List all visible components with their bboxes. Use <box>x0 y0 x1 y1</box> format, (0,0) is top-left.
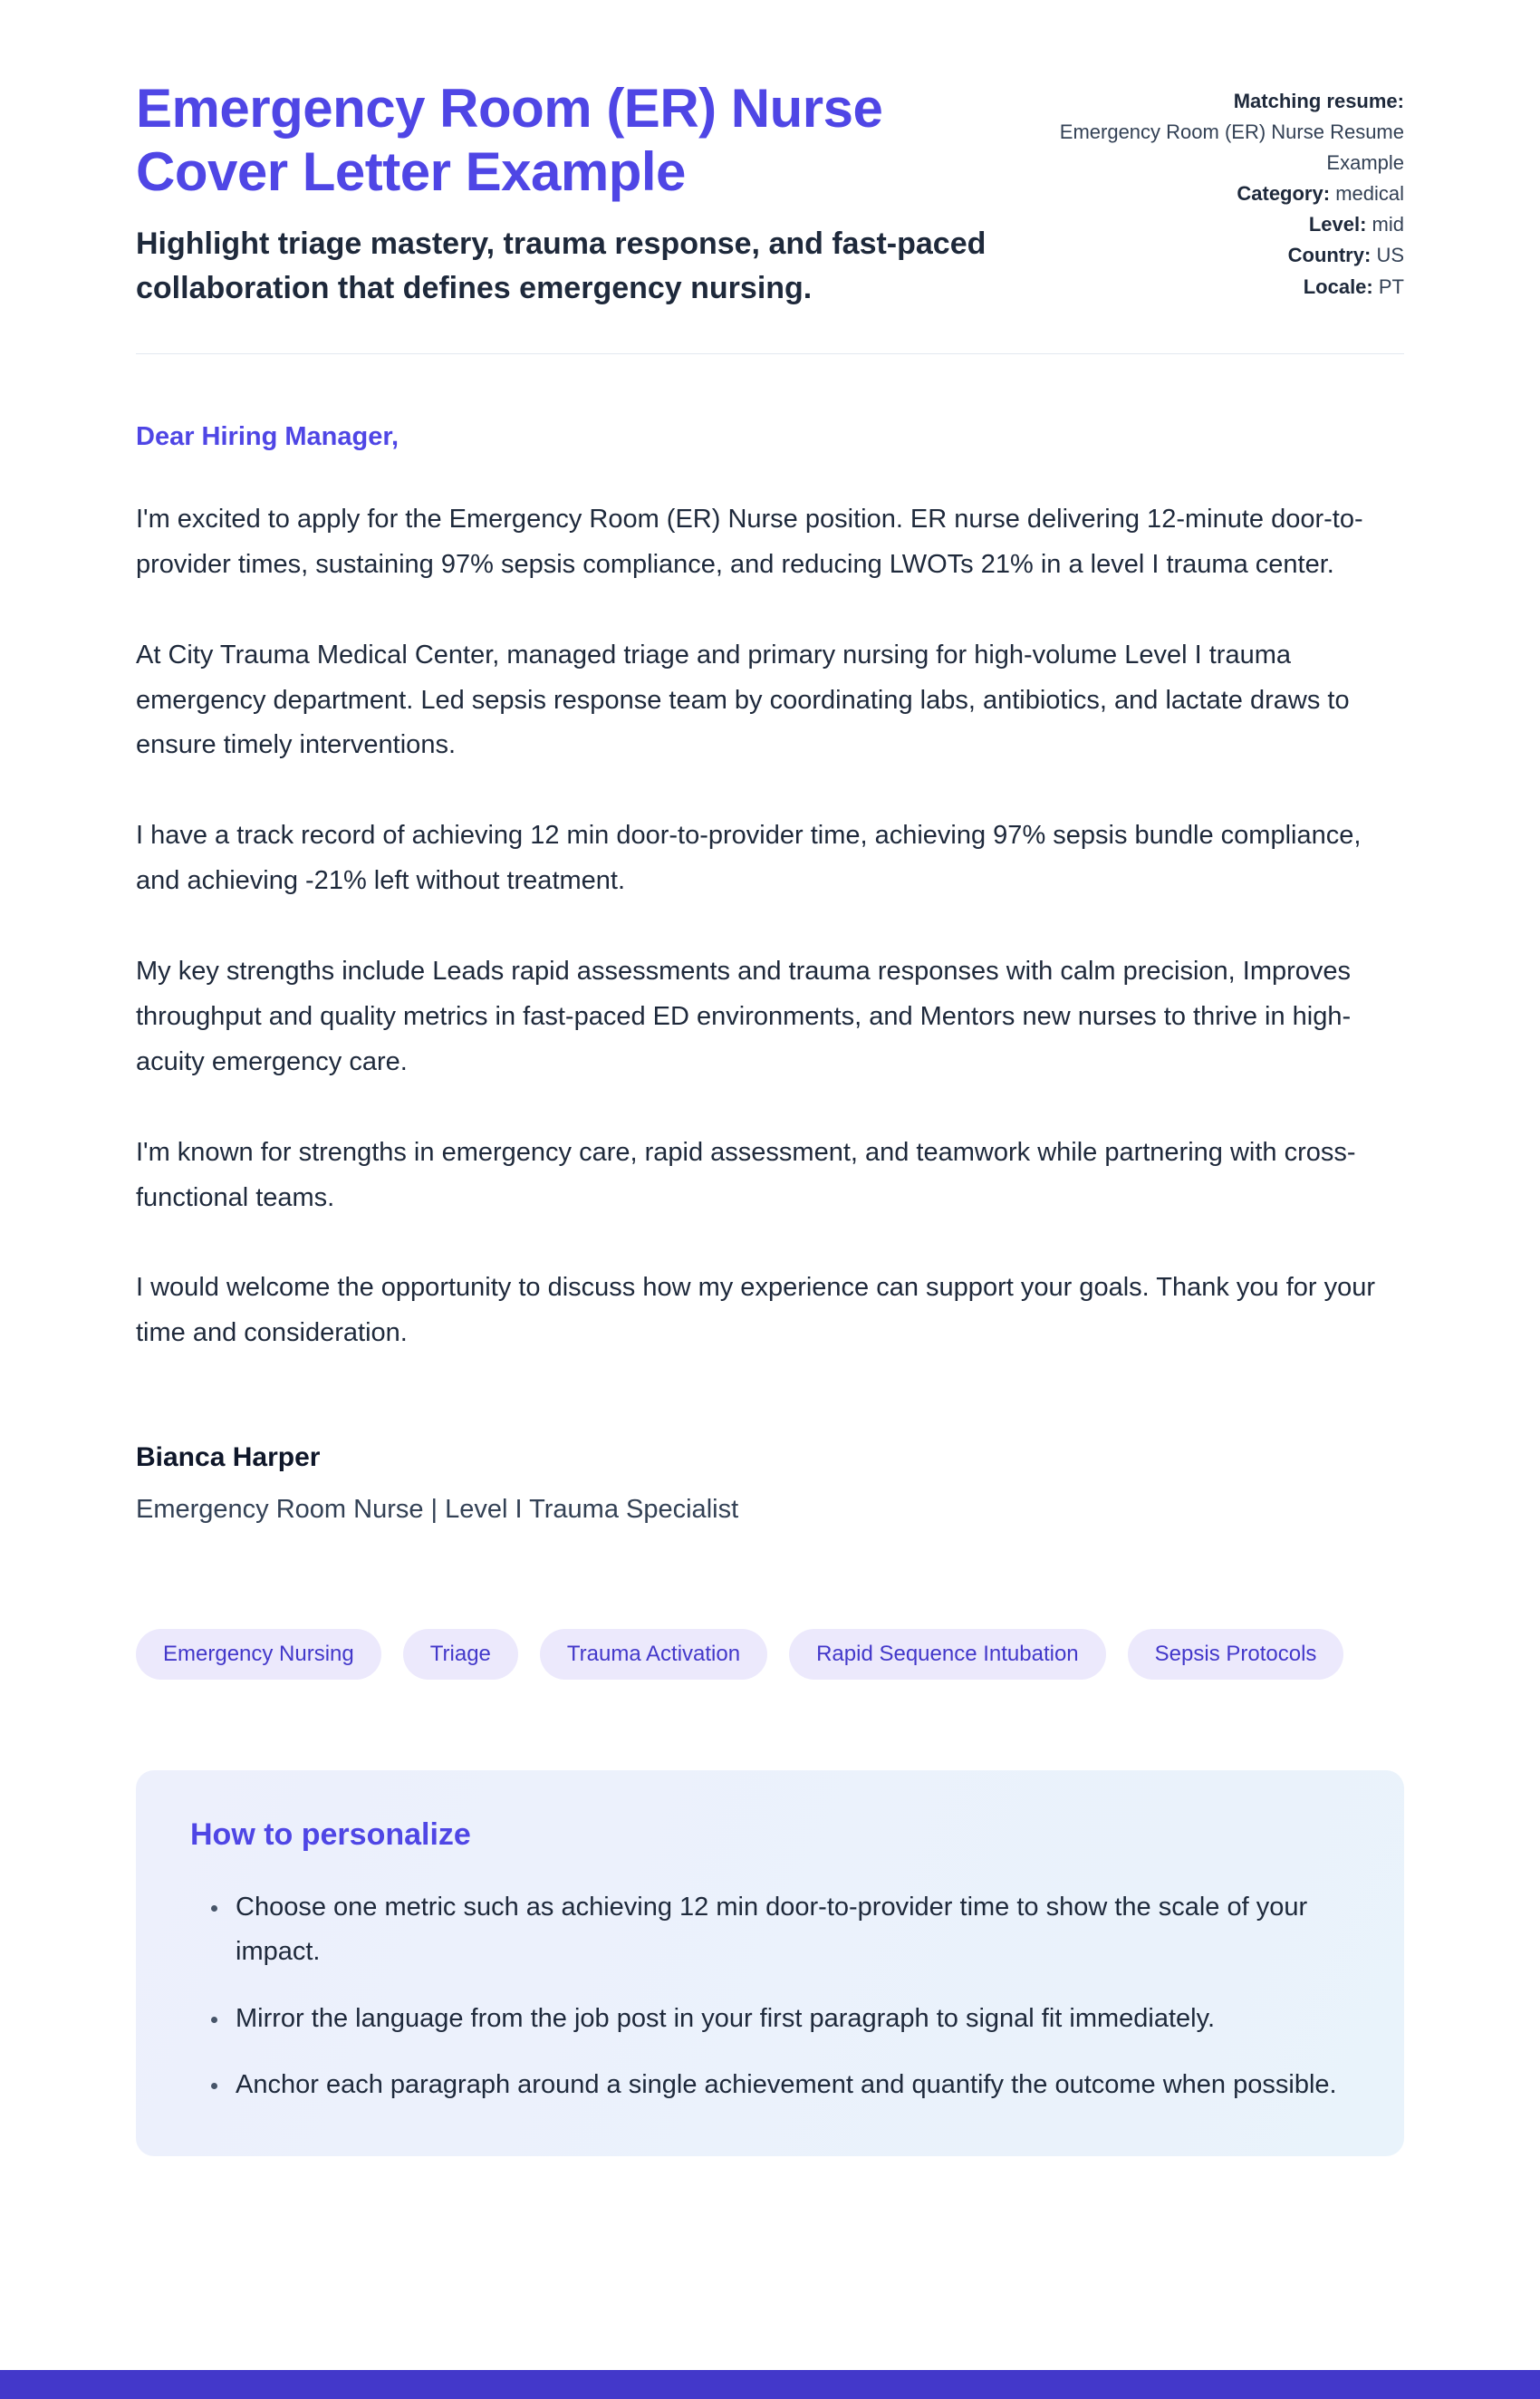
meta-category-label: Category: <box>1237 182 1331 206</box>
page-title: Emergency Room (ER) Nurse Cover Letter Example <box>136 78 883 203</box>
meta-country-value: US <box>1376 244 1404 267</box>
personalize-card <box>136 1770 1404 2156</box>
letter-paragraph-3: I have a track record of achieving 12 min door-to-provider time, achieving 97% sepsis bundle compliance, and achieving -21% left without treatment. <box>136 821 1362 896</box>
letter-greeting: Dear Hiring Manager, <box>136 421 399 451</box>
letter-paragraph-4: My key strengths include Leads rapid assessments and trauma responses with calm precision, Improves throughput and quality metrics in fast-paced ED environments, and Mentors new nurses to thrive in high-acuity emergency care. <box>136 957 1352 1076</box>
meta-country <box>1042 240 1404 271</box>
meta-level-label: Level: <box>1308 213 1367 236</box>
tag-triage[interactable]: Triage <box>403 1629 518 1680</box>
signature-name: Bianca Harper <box>136 1442 321 1473</box>
meta-category-value: medical <box>1335 182 1404 206</box>
meta-country-label: Country: <box>1287 244 1372 267</box>
letter-paragraph-5: I'm known for strengths in emergency care, rapid assessment, and teamwork while partnering with cross-functional teams. <box>136 1137 1356 1212</box>
letter-paragraph-1: I'm excited to apply for the Emergency Room (ER) Nurse position. ER nurse delivering 12-minute door-to-provider times, sustaining 97% sepsis compliance, and reducing LWOTs 21% in a level I trauma center. <box>136 504 1363 579</box>
meta-level <box>1042 209 1404 240</box>
meta-locale-label: Locale: <box>1303 275 1373 298</box>
tag-rapid-sequence-intubation[interactable]: Rapid Sequence Intubation <box>789 1629 1106 1680</box>
meta-matching-resume-label: Matching resume: <box>1233 90 1404 112</box>
signature-role: Emergency Room Nurse | Level I Trauma Specialist <box>136 1495 739 1525</box>
tip-item-1: • Choose one metric such as achieving 12 min door-to-provider time to show the scale of your impact. <box>230 1885 1350 1975</box>
meta-matching-resume <box>1042 86 1404 178</box>
tag-emergency-nursing[interactable]: Emergency Nursing <box>136 1629 381 1680</box>
tag-trauma-activation[interactable]: Trauma Activation <box>540 1629 767 1680</box>
page-header <box>136 77 1404 310</box>
content <box>136 0 1404 2156</box>
personalize-heading: How to personalize <box>190 1817 471 1853</box>
tips-list <box>190 1885 1350 2107</box>
letter-paragraph-2: At City Trauma Medical Center, managed triage and primary nursing for high-volume Level I trauma emergency department. Led sepsis response team by coordinating labs, antibiotics, and lactate draws to ensure timely interventions. <box>136 640 1350 760</box>
meta-level-value: mid <box>1372 213 1404 236</box>
meta-matching-resume-value: Emergency Room (ER) Nurse Resume Example <box>1059 120 1404 175</box>
meta-panel <box>1042 77 1404 303</box>
header-title-block <box>136 77 1006 310</box>
tip-item-2: • Mirror the language from the job post in your first paragraph to signal fit immediately. <box>230 1997 1350 2041</box>
meta-locale <box>1042 272 1404 303</box>
cover-letter <box>136 422 1404 1525</box>
header-divider <box>136 353 1404 354</box>
meta-locale-value: PT <box>1378 275 1404 298</box>
tip-item-3: • Anchor each paragraph around a single achievement and quantify the outcome when possible. <box>230 2063 1350 2107</box>
tag-list <box>136 1629 1404 1680</box>
letter-paragraph-6: I would welcome the opportunity to discuss how my experience can support your goals. Thank you for your time and consideration. <box>136 1273 1376 1348</box>
footer-bar <box>0 2370 1540 2399</box>
tag-sepsis-protocols[interactable]: Sepsis Protocols <box>1128 1629 1344 1680</box>
page-subtitle: Highlight triage mastery, trauma response, and fast-paced collaboration that defines emergency nursing. <box>136 226 987 305</box>
meta-category <box>1042 178 1404 209</box>
